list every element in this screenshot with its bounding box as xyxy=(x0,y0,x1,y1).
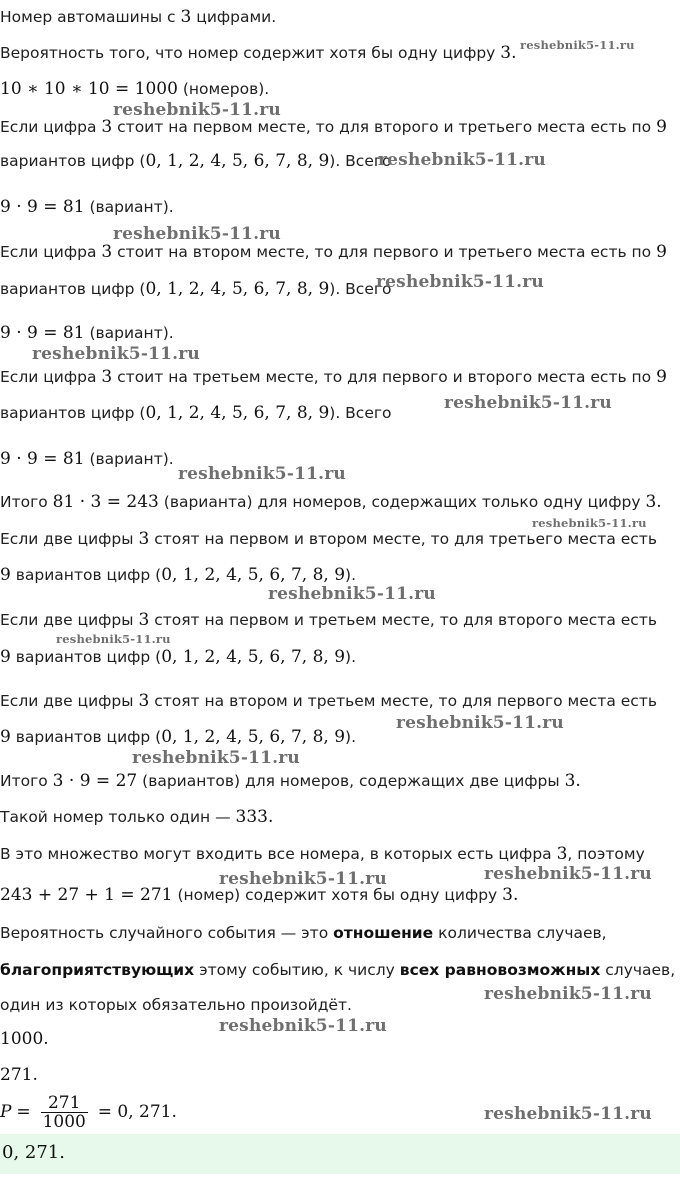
def-text: случаев, xyxy=(605,961,676,979)
def-line-1 xyxy=(0,922,680,944)
n-fav-line xyxy=(0,1064,680,1086)
math-3: 3 xyxy=(101,117,113,137)
two-12-line xyxy=(0,528,680,550)
prod-line xyxy=(0,196,680,218)
digits-set: 0, 1, 2, 4, 5, 6, 7, 8, 9 xyxy=(145,403,330,423)
math-9: 9 xyxy=(656,117,667,137)
fraction-denominator: 1000 xyxy=(42,1112,86,1132)
p-result: = 0, 271. xyxy=(97,1102,177,1122)
prod-formula: 9 · 9 = 81 xyxy=(0,323,85,343)
math-3: 3 xyxy=(138,610,150,630)
math-9: 9 xyxy=(0,565,11,585)
math-3: 3 xyxy=(101,367,113,387)
watermark: reshebnik5-11.ru xyxy=(268,584,436,604)
digits-set: 0, 1, 2, 4, 5, 6, 7, 8, 9 xyxy=(145,279,330,299)
prod-note: (вариант). xyxy=(89,450,174,468)
total-one-formula: 81 · 3 = 243 xyxy=(52,492,159,512)
watermark: reshebnik5-11.ru xyxy=(376,272,544,292)
nine-variants-line xyxy=(0,646,680,668)
prod-note: (вариант). xyxy=(89,324,174,342)
variants-text: вариантов цифр ( xyxy=(15,728,162,746)
digits-set: 0, 1, 2, 4, 5, 6, 7, 8, 9 xyxy=(161,565,346,585)
intro-text: Номер автомашины с xyxy=(0,8,176,26)
def-text: количества случаев, xyxy=(438,924,607,942)
two-13-line xyxy=(0,609,680,631)
math-3: 3 xyxy=(138,691,150,711)
prod-line xyxy=(0,322,680,344)
probability-fraction xyxy=(41,1094,88,1131)
def-line-2 xyxy=(0,959,680,981)
set-text: В это множество могут входить все номера, в которых есть цифра xyxy=(0,845,552,863)
watermark: reshebnik5-11.ru xyxy=(178,464,346,484)
total-line xyxy=(0,78,680,100)
p-symbol: P xyxy=(0,1102,12,1122)
total-two-formula: 3 · 9 = 27 xyxy=(52,771,138,791)
watermark: reshebnik5-11.ru xyxy=(484,1104,652,1124)
only-one-text: Такой номер только один — xyxy=(0,808,231,826)
math-9: 9 xyxy=(0,727,11,747)
case-first-line xyxy=(0,116,680,138)
case-text: стоит на втором месте, то для первого и третьего места есть по xyxy=(117,243,652,261)
question-text: Вероятность того, что номер содержит хотя бы одну цифру xyxy=(0,44,496,62)
variants-text: вариантов цифр ( xyxy=(0,404,146,422)
digits-set: 0, 1, 2, 4, 5, 6, 7, 8, 9 xyxy=(161,727,346,747)
total-formula: 10 ∗ 10 ∗ 10 = 1000 xyxy=(0,79,178,99)
answer-value: 0, 271. xyxy=(2,1142,65,1163)
def-bold: благоприятствующих xyxy=(0,961,195,979)
math-9: 9 xyxy=(0,647,11,667)
math-3: 3. xyxy=(645,492,662,512)
watermark: reshebnik5-11.ru xyxy=(444,393,612,413)
variants-line xyxy=(0,278,680,300)
two-text: стоят на первом и третьем месте, то для второго места есть xyxy=(154,611,657,629)
two-text: Если две цифры xyxy=(0,530,134,548)
variants-line xyxy=(0,150,680,172)
total-one-line xyxy=(0,491,680,513)
digits-set: 0, 1, 2, 4, 5, 6, 7, 8, 9 xyxy=(161,647,346,667)
case-second-line xyxy=(0,241,680,263)
two-text: Если две цифры xyxy=(0,611,134,629)
watermark: reshebnik5-11.ru xyxy=(56,632,171,646)
total-two-line xyxy=(0,770,680,792)
variants-text: ). Всего xyxy=(329,152,392,170)
set-line xyxy=(0,843,680,865)
watermark: reshebnik5-11.ru xyxy=(219,869,387,889)
intro-line xyxy=(0,6,680,28)
variants-text: ). xyxy=(345,566,357,584)
watermark: reshebnik5-11.ru xyxy=(396,713,564,733)
def-bold: всех равновозможных xyxy=(399,961,601,979)
case-third-line xyxy=(0,366,680,388)
math-3: 3. xyxy=(502,885,519,905)
math-3: 3 xyxy=(138,529,150,549)
variants-text: вариантов цифр ( xyxy=(0,152,146,170)
variants-text: вариантов цифр ( xyxy=(15,648,162,666)
watermark: reshebnik5-11.ru xyxy=(32,344,200,364)
def-text: один из которых обязательно произойдёт. xyxy=(0,996,352,1014)
math-3: 3. xyxy=(500,43,517,63)
def-text: этому событию, к числу xyxy=(199,961,395,979)
math-3: 3 xyxy=(556,844,568,864)
nine-variants-line xyxy=(0,726,680,748)
digits-set: 0, 1, 2, 4, 5, 6, 7, 8, 9 xyxy=(145,151,330,171)
n-fav: 271. xyxy=(0,1065,38,1085)
p-eq: = xyxy=(16,1102,31,1122)
total-text: (варианта) для номеров, содержащих только одну цифру xyxy=(163,493,641,511)
prod-formula: 9 · 9 = 81 xyxy=(0,449,85,469)
math-9: 9 xyxy=(656,242,667,262)
watermark: reshebnik5-11.ru xyxy=(484,864,652,884)
variants-text: ). Всего xyxy=(329,280,392,298)
fraction-numerator: 271 xyxy=(41,1094,88,1113)
case-text: Если цифра xyxy=(0,243,97,261)
def-bold: отношение xyxy=(333,924,434,942)
watermark: reshebnik5-11.ru xyxy=(520,38,635,52)
variants-text: ). xyxy=(345,728,357,746)
variants-text: вариантов цифр ( xyxy=(15,566,162,584)
watermark: reshebnik5-11.ru xyxy=(484,984,652,1004)
two-23-line xyxy=(0,690,680,712)
math-3: 3 xyxy=(180,7,192,27)
math-3: 3 xyxy=(101,242,113,262)
total-text: (вариантов) для номеров, содержащих две цифры xyxy=(142,772,560,790)
set-text: , поэтому xyxy=(567,845,645,863)
math-9: 9 xyxy=(656,367,667,387)
total-text: Итого xyxy=(0,493,48,511)
case-text: стоит на первом месте, то для второго и третьего места есть по xyxy=(117,118,652,136)
total-text: Итого xyxy=(0,772,48,790)
watermark: reshebnik5-11.ru xyxy=(532,516,647,530)
two-text: стоят на первом и втором месте, то для третьего места есть xyxy=(154,530,657,548)
watermark: reshebnik5-11.ru xyxy=(132,748,300,768)
n-total: 1000. xyxy=(0,1029,49,1049)
watermark: reshebnik5-11.ru xyxy=(113,100,281,120)
nine-variants-line xyxy=(0,564,680,586)
watermark: reshebnik5-11.ru xyxy=(378,150,546,170)
intro-end: цифрами. xyxy=(196,8,277,26)
two-text: стоят на втором и третьем месте, то для первого места есть xyxy=(154,692,657,710)
variants-text: вариантов цифр ( xyxy=(0,280,146,298)
watermark: reshebnik5-11.ru xyxy=(113,224,281,244)
total-note: (номеров). xyxy=(182,80,270,98)
answer-box xyxy=(0,1134,680,1174)
case-text: Если цифра xyxy=(0,118,97,136)
variants-text: ). xyxy=(345,648,357,666)
sum-text: (номер) содержит хотя бы одну цифру xyxy=(177,886,498,904)
sum-formula: 243 + 27 + 1 = 271 xyxy=(0,885,173,905)
watermark: reshebnik5-11.ru xyxy=(219,1016,387,1036)
variants-text: ). Всего xyxy=(329,404,392,422)
only-one-line xyxy=(0,806,680,828)
math-3: 3. xyxy=(564,771,581,791)
two-text: Если две цифры xyxy=(0,692,134,710)
prod-formula: 9 · 9 = 81 xyxy=(0,197,85,217)
def-text: Вероятность случайного события — это xyxy=(0,924,329,942)
case-text: Если цифра xyxy=(0,368,97,386)
case-text: стоит на третьем месте, то для первого и второго места есть по xyxy=(117,368,652,386)
math-333: 333. xyxy=(235,807,274,827)
prod-note: (вариант). xyxy=(89,198,174,216)
